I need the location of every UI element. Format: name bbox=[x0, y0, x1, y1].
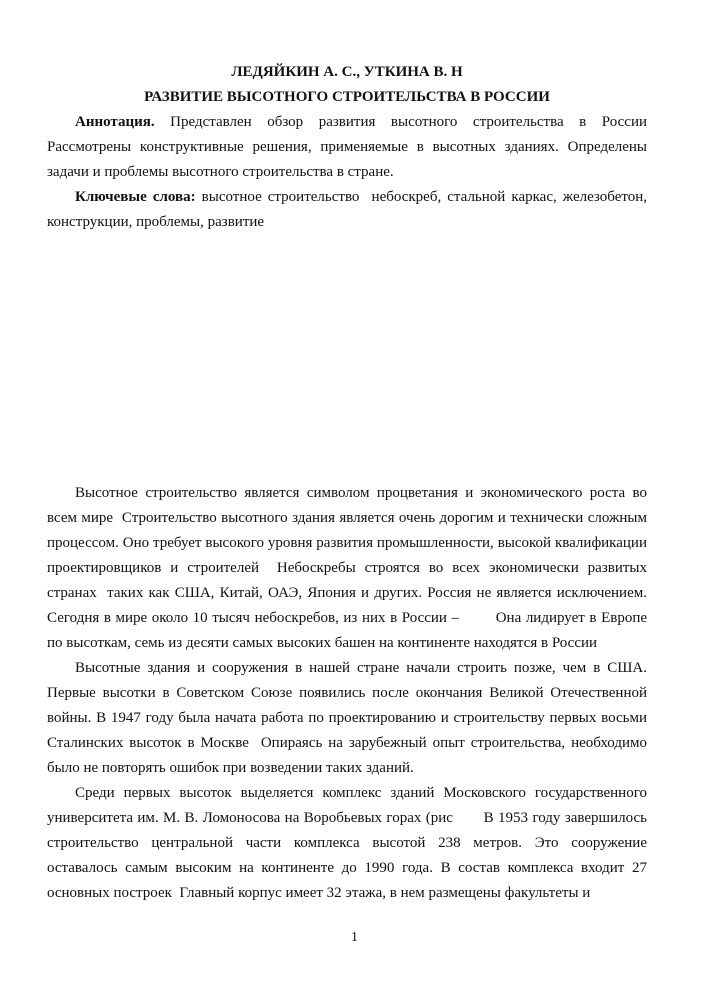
keywords-paragraph bbox=[47, 185, 647, 235]
body-paragraph-3: Среди первых высоток выделяется комплекс зданий Московского государственного университета им. М. В. Ломоносова на Воробьевых горах (рис В 1953 году завершилось строительство центральной части комплекса высотой 238 метров. Это сооружение оставалось самым высоким на континенте до 1990 года. В состав комплекса входит 27 основных построек Главный корпус имеет 32 этажа, в нем размещены факультеты и bbox=[47, 785, 647, 901]
text-column bbox=[47, 60, 647, 906]
annotation-text: Представлен обзор развития высотного строительства в России Рассмотрены конструктивные решения, применяемые в высотных зданиях. Определены задачи и проблемы высотного строительства в стране. bbox=[47, 114, 647, 180]
body-paragraph-1: Высотное строительство является символом процветания и экономического роста во всем мире Строительство высотного здания является очень дорогим и технически сложным процессом. Оно требует высокого уровня развития промышленности, высокой квалификации проектировщиков и строителей Небоскребы строятся во всех экономически развитых странах таких как США, Китай, ОАЭ, Япония и других. Россия не является исключением. Сегодня в мире около 10 тысяч небоскребов, из них в России – Она лидирует в Европе по высоткам, семь из десяти самых высоких башен на континенте находятся в России bbox=[47, 485, 647, 651]
annotation-paragraph bbox=[47, 110, 647, 185]
keywords-text: высотное строительство небоскреб, стальной каркас, железобетон, конструкции, проблемы, развитие bbox=[47, 189, 647, 230]
page-number: 1 bbox=[351, 930, 358, 945]
keywords-label: Ключевые слова: bbox=[75, 189, 196, 205]
blank-figure-area bbox=[47, 235, 647, 481]
body-paragraph-2: Высотные здания и сооружения в нашей стране начали строить позже, чем в США. Первые высотки в Советском Союзе появились после окончания Великой Отечественной войны. В 1947 году была начата работа по проектированию и строительству первых восьми Сталинских высоток в Москве Опираясь на зарубежный опыт строительства, необходимо было не повторять ошибок при возведении таких зданий. bbox=[47, 660, 647, 776]
title-line: РАЗВИТИЕ ВЫСОТНОГО СТРОИТЕЛЬСТВА В РОССИИ bbox=[144, 89, 550, 105]
annotation-label: Аннотация. bbox=[75, 114, 155, 130]
authors-line: ЛЕДЯЙКИН А. С., УТКИНА В. Н bbox=[231, 64, 463, 80]
